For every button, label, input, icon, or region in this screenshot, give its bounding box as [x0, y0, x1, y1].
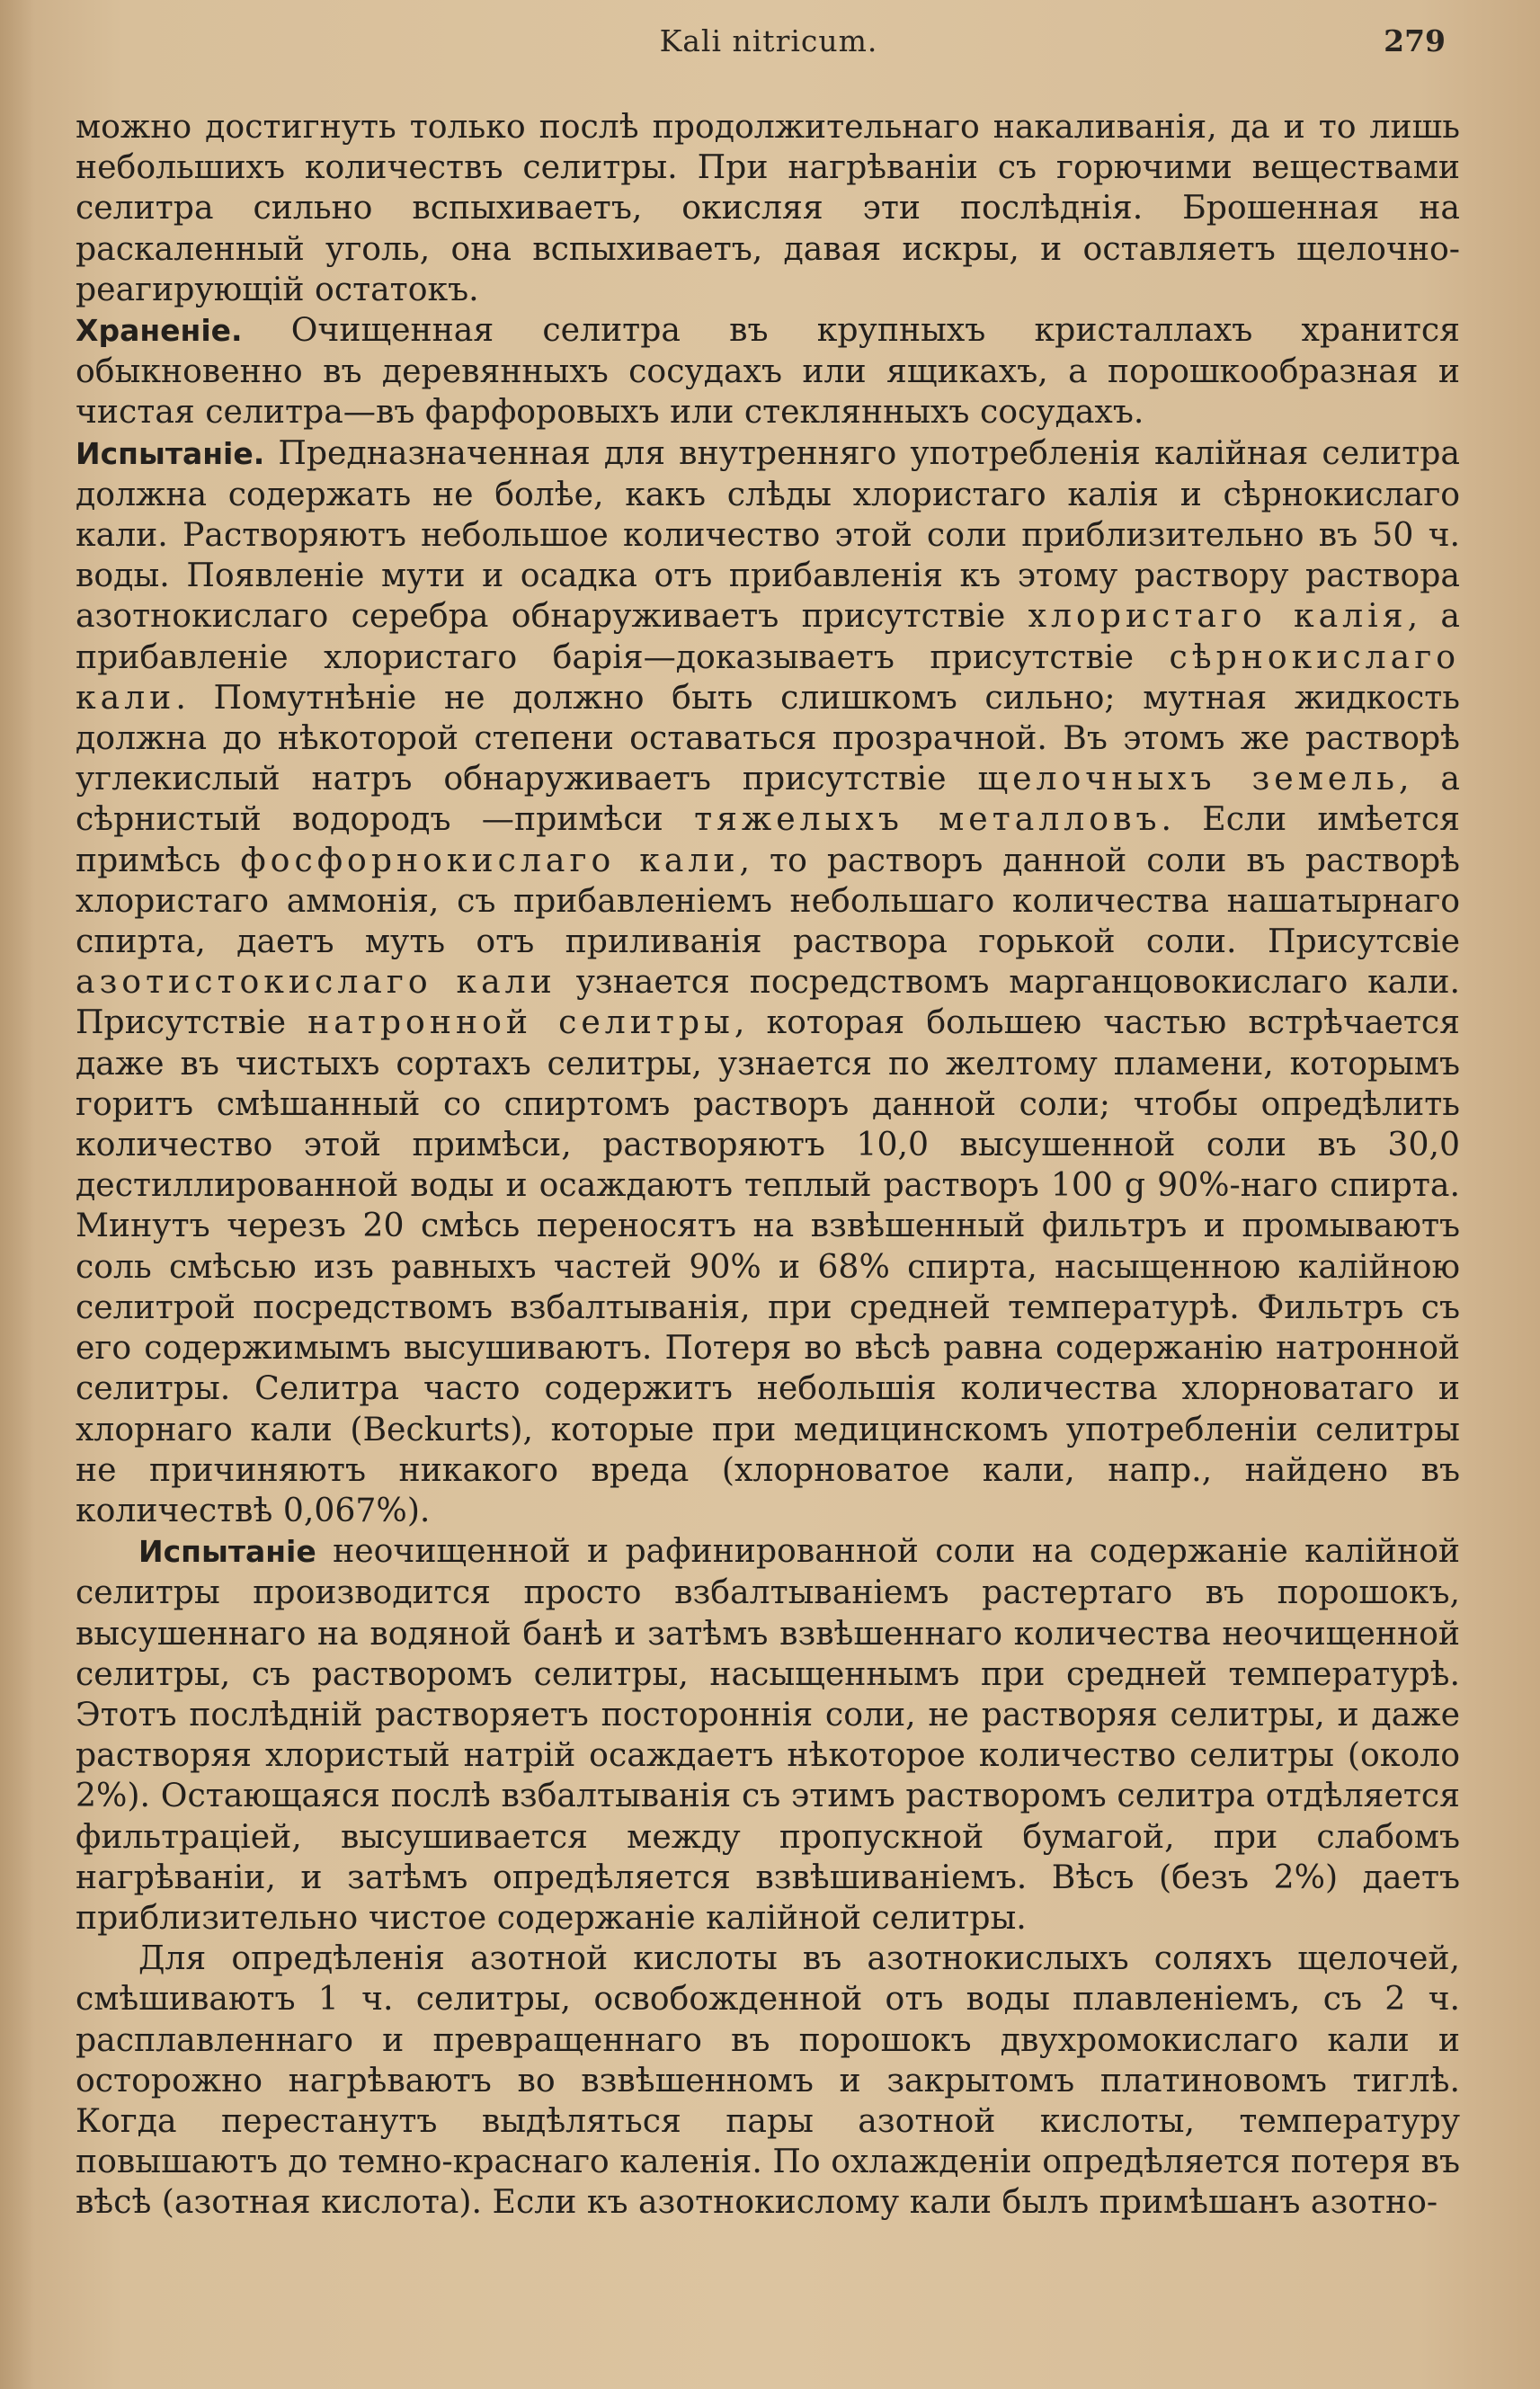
- spaced-term: сѣрнокислаго кали: [76, 637, 1460, 717]
- running-title: Kali nitricum.: [659, 23, 878, 58]
- body-text: [76, 106, 1460, 2223]
- paragraph: [76, 432, 1460, 1530]
- spaced-term: тяжелыхъ металловъ: [694, 799, 1162, 839]
- spaced-term: фосфорнокислаго кали: [240, 840, 740, 879]
- paragraph-lead: Испытаніе.: [76, 435, 265, 471]
- text-run: . Если имѣется примѣсь: [76, 799, 1460, 879]
- page-gutter-shadow: [0, 0, 34, 2389]
- text-run: , а сѣрнистый водородъ —примѣси: [76, 759, 1460, 839]
- paragraph: [76, 309, 1460, 432]
- text-run: , а прибавленіе хлористаго барія—доказываетъ присутствіе: [76, 596, 1460, 676]
- text-run: Предназначенная для внутренняго употребленія калійная селитра должна содержать не болѣе, какъ слѣды хлористаго калія и сѣрнокислаго кали. Растворяютъ небольшое количество этой соли приблизительно въ 50 ч. воды. Появленіе мути и осадка отъ прибавленія къ этому раствору раствора азотнокислаго серебра обнаруживаетъ присутствіе: [76, 432, 1460, 636]
- page-number: 279: [1384, 23, 1446, 58]
- paragraph: [76, 1530, 1460, 1938]
- text-run: Очищенная селитра въ крупныхъ кристаллахъ хранится обыкновенно въ деревянныхъ сосудахъ или ящикахъ, а порошкообразная и чистая селитра—въ фарфоровыхъ или стеклянныхъ сосудахъ.: [76, 310, 1460, 432]
- paragraph: [76, 1938, 1460, 2222]
- spaced-term: азотистокислаго кали: [76, 962, 556, 1002]
- text-run: . Помутнѣніе не должно быть слишкомъ сильно; мутная жидкость должна до нѣкоторой степени оставаться прозрачной. Въ этомъ же растворѣ углекислый натръ обнаруживаетъ присутствіе: [76, 677, 1460, 798]
- text-run: , которая большею частью встрѣчается даже въ чистыхъ сортахъ селитры, узнается по желтому пламени, которымъ горитъ смѣшанный со спиртомъ растворъ данной соли; чтобы опредѣлить количество этой примѣси, растворяютъ 10,0 высушенной соли въ 30,0 дестиллированной воды и осаждаютъ теплый растворъ 100 g 90%-наго спирта. Минутъ черезъ 20 смѣсь переносятъ на взвѣшенный фильтръ и промываютъ соль смѣсью изъ равныхъ частей 90% и 68% спирта, насыщенною калійною селитрой посредствомъ взбалтыванія, при средней температурѣ. Фильтръ съ его содержимымъ высушиваютъ. Потеря во вѣсѣ равна содержанію натронной селитры. Селитра часто содержитъ небольшія количества хлорноватаго и хлорнаго кали (Beckurts), которые при медицинскомъ употребленіи селитры не причиняютъ никакого вреда (хлорноватое кали, напр., найдено въ количествѣ 0,067%).: [76, 1003, 1461, 1529]
- spaced-term: щелочныхъ земель: [977, 759, 1399, 798]
- text-run: можно достигнуть только послѣ продолжительнаго накаливанія, да и то лишь небольшихъ количествъ селитры. При нагрѣваніи съ горючими веществами селитра сильно вспыхиваетъ, окисляя эти послѣднія. Брошенная на раскаленный уголь, она вспыхиваетъ, давая искры, и оставляетъ щелочно-реагирующій остатокъ.: [76, 107, 1460, 308]
- paragraph: [76, 106, 1460, 309]
- paragraph-lead: Храненіе.: [76, 313, 243, 349]
- paragraph-lead: Испытаніе: [138, 1534, 316, 1570]
- text-run: узнается посредствомъ марганцовокислаго кали. Присутствіе: [76, 962, 1460, 1042]
- text-run: Для опредѣленія азотной кислоты въ азотнокислыхъ соляхъ щелочей, смѣшиваютъ 1 ч. селитры, освобожденной отъ воды плавленіемъ, съ 2 ч. расплавленнаго и превращеннаго въ порошокъ двухромокислаго кали и осторожно нагрѣваютъ во взвѣшенномъ и закрытомъ платиновомъ тиглѣ. Когда перестанутъ выдѣляться пары азотной кислоты, температуру повышаютъ до темно-краснаго каленія. По охлажденіи опредѣляется потеря въ вѣсѣ (азотная кислота). Если къ азотнокислому кали былъ примѣшанъ азотно-: [76, 1939, 1460, 2222]
- text-run: неочищенной и рафинированной соли на содержаніе калійной селитры производится просто взбалтываніемъ растертаго въ порошокъ, высушеннаго на водяной банѣ и затѣмъ взвѣшеннаго количества неочищенной селитры, съ растворомъ селитры, насыщеннымъ при средней температурѣ. Этотъ послѣдній растворяетъ постороннія соли, не растворяя селитры, и даже растворяя хлористый натрій осаждаетъ нѣкоторое количество селитры (около 2%). Остающаяся послѣ взбалтыванія съ этимъ растворомъ селитра отдѣляется фильтраціей, высушивается между пропускной бумагой, при слабомъ нагрѣваніи, и затѣмъ опредѣляется взвѣшиваніемъ. Вѣсъ (безъ 2%) даетъ приблизительно чистое содержаніе калійной селитры.: [76, 1531, 1460, 1937]
- spaced-term: натронной селитры: [307, 1003, 734, 1042]
- running-header: [72, 23, 1465, 68]
- text-run: , то растворъ данной соли въ растворѣ хлористаго аммонія, съ прибавленіемъ небольшаго количества нашатырнаго спирта, даетъ муть отъ приливанія раствора горькой соли. Присутсвіе: [76, 840, 1460, 961]
- spaced-term: хлористаго калія: [1028, 596, 1408, 636]
